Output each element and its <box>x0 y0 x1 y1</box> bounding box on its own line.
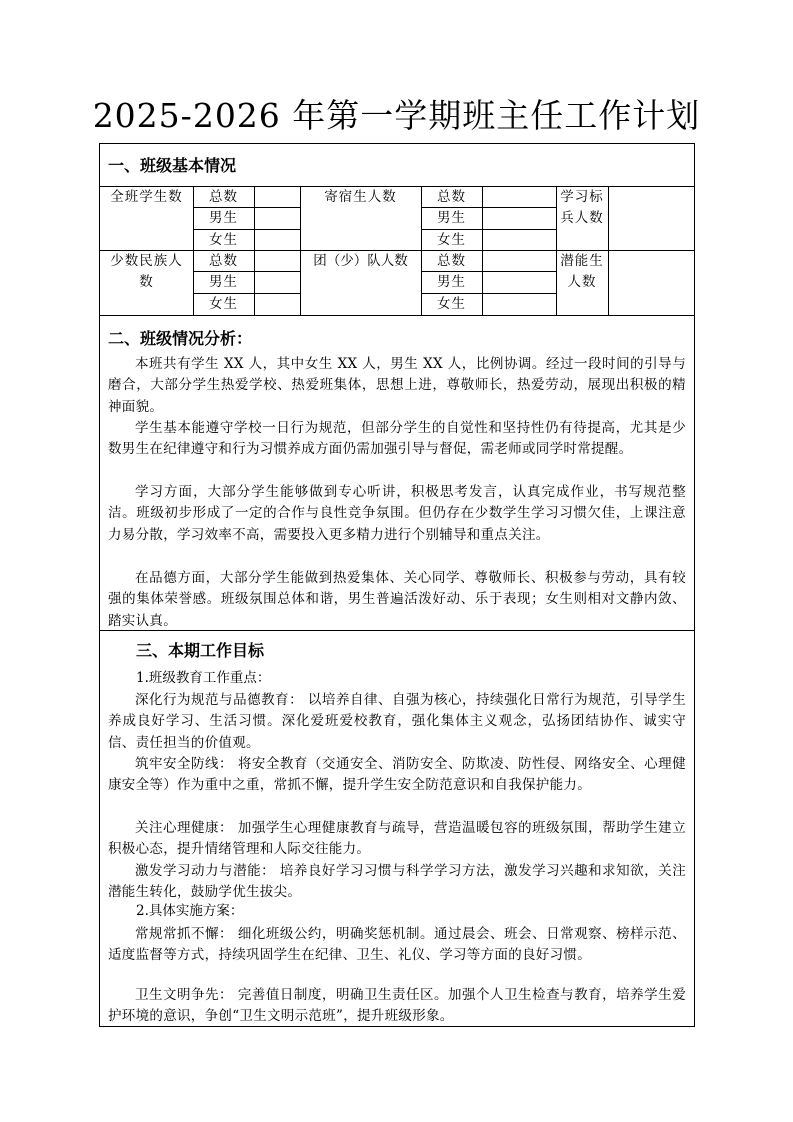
label-model-students: 学习标兵人数 <box>560 189 604 226</box>
label-minority-students: 少数民族人数 <box>110 253 183 290</box>
sub-label-total: 总数 <box>209 253 238 269</box>
sub-label-male: 男生 <box>209 274 238 290</box>
label-total-students: 全班学生数 <box>110 189 183 205</box>
label-boarding-students: 寄宿生人数 <box>324 189 397 205</box>
sub-label-female: 女生 <box>437 232 466 248</box>
focus-paragraph: 激发学习动力与潜能： 培养良好学习习惯与科学学习方法，激发学习兴趣和求知欲，关注潜能生转化，鼓励学优生拔尖。 <box>108 863 686 901</box>
sub-label-male: 男生 <box>209 210 238 226</box>
sub-label-female: 女生 <box>437 296 466 312</box>
sub-label-male: 男生 <box>437 274 466 290</box>
focus-paragraph: 筑牢安全防线： 将安全教育（交通安全、消防安全、防欺凌、防性侵、网络安全、心理健康安全等）作为重中之重，常抓不懈，提升学生安全防范意识和自我保护能力。 <box>108 756 686 794</box>
plan-table <box>99 143 695 1027</box>
sub-label-male: 男生 <box>437 210 466 226</box>
analysis-paragraph: 在品德方面，大部分学生能做到热爱集体、关心同学、尊敬师长、积极参与劳动，具有较强的集体荣誉感。班级氛围总体和谐，男生普遍活泼好动、乐于表现；女生则相对文静内敛、踏实认真。 <box>108 570 686 629</box>
focus-paragraph: 深化行为规范与品德教育： 以培养自律、自强为核心，持续强化日常行为规范，引导学生养成良好学习、生活习惯。深化爱班爱校教育，强化集体主义观念，弘扬团结协作、诚实守信、责任担当的价值观。 <box>108 692 686 751</box>
section3-heading: 三、本期工作目标 <box>136 641 265 660</box>
analysis-paragraph: 本班共有学生 XX 人，其中女生 XX 人，男生 XX 人，比例协调。经过一段时间的引导与磨合，大部分学生热爱学校、热爱班集体，思想上进，尊敬师长，热爱劳动，展现出积极的精神面貌。 <box>108 356 686 415</box>
sub-label-female: 女生 <box>209 296 238 312</box>
label-potential-students: 潜能生人数 <box>560 253 604 290</box>
plan-subheading: 2.具体实施方案： <box>136 903 244 919</box>
sub-label-total: 总数 <box>437 253 466 269</box>
page-title: 2025-2026 年第一学期班主任工作计划 <box>92 96 701 135</box>
plan-paragraph: 卫生文明争先： 完善值日制度，明确卫生责任区。加强个人卫生检查与教育，培养学生爱护环境的意识，争创“卫生文明示范班”，提升班级形象。 <box>108 987 686 1025</box>
plan-paragraph: 常规常抓不懈： 细化班级公约，明确奖惩机制。通过晨会、班会、日常观察、榜样示范、适度监督等方式，持续巩固学生在纪律、卫生、礼仪、学习等方面的良好习惯。 <box>108 926 686 964</box>
section1-heading: 一、班级基本情况 <box>108 156 237 175</box>
sub-label-total: 总数 <box>209 189 238 205</box>
divider <box>100 630 694 631</box>
divider <box>100 315 694 316</box>
analysis-paragraph: 学生基本能遵守学校一日行为规范，但部分学生的自觉性和坚持性仍有待提高，尤其是少数男生在纪律遵守和行为习惯养成方面仍需加强引导与督促，需老师或同学时常提醒。 <box>108 420 686 458</box>
analysis-paragraph: 学习方面，大部分学生能够做到专心听讲，积极思考发言，认真完成作业，书写规范整洁。班级初步形成了一定的合作与良性竞争氛围。但仍存在少数学生学习习惯欠佳，上课注意力易分散，学习效率不高，需要投入更多精力进行个别辅导和重点关注。 <box>108 484 686 543</box>
sub-label-total: 总数 <box>437 189 466 205</box>
section2-heading: 二、班级情况分析： <box>108 329 253 348</box>
sub-label-female: 女生 <box>209 232 238 248</box>
focus-subheading: 1.班级教育工作重点： <box>136 670 271 686</box>
label-league-members: 团（少）队人数 <box>313 253 408 269</box>
focus-paragraph: 关注心理健康： 加强学生心理健康教育与疏导，营造温暖包容的班级氛围，帮助学生建立积极心态，提升情绪管理和人际交往能力。 <box>108 820 686 858</box>
